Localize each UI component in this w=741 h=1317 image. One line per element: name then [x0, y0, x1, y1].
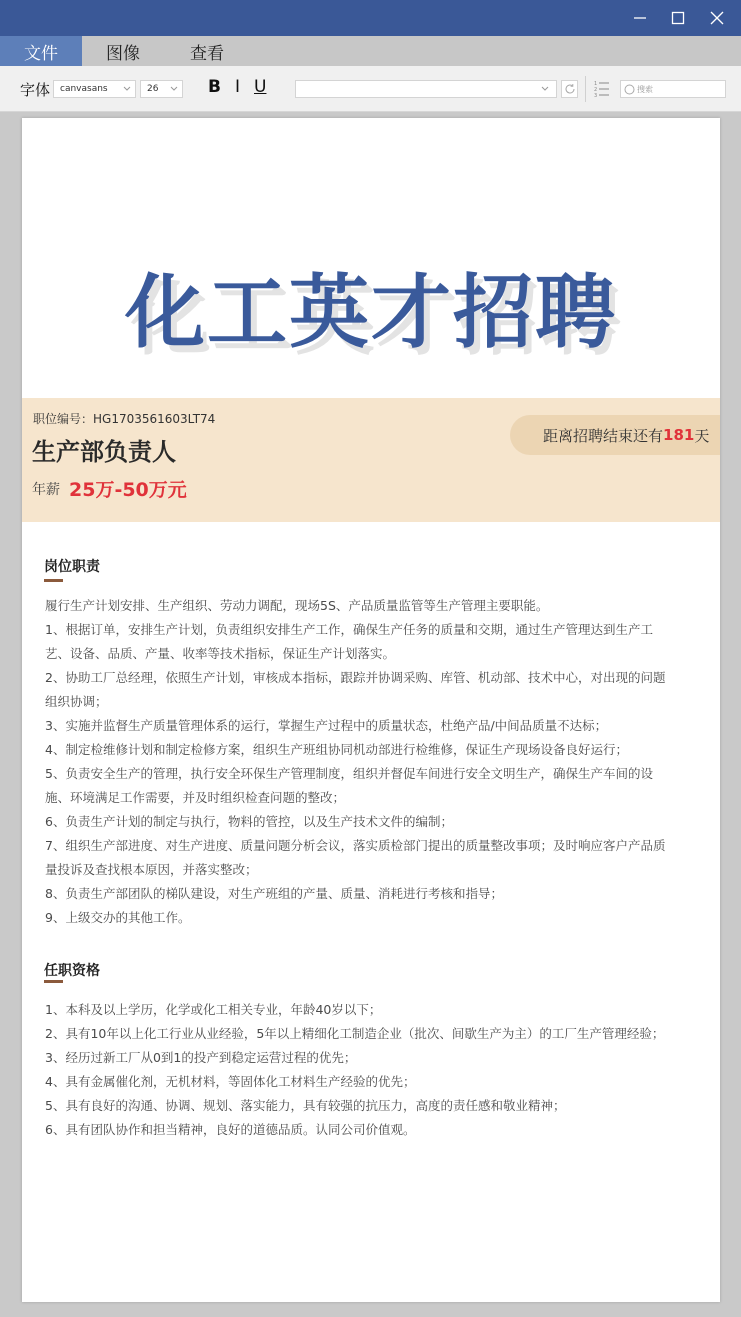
job-summary-band [22, 398, 720, 522]
salary-label: 年薪 [32, 482, 60, 498]
menu-image[interactable]: 图像 [106, 43, 140, 64]
duties-line: 施、环境满足工作需要，并及时组织检查问题的整改； [45, 790, 346, 805]
duties-line: 1、根据订单，安排生产计划，负责组织安排生产工作，确保生产任务的质量和交期，通过生产管理达到生产工 [45, 622, 653, 637]
close-button[interactable] [697, 0, 737, 36]
svg-text:2: 2 [594, 87, 598, 93]
toolbar-divider [585, 76, 586, 102]
headline: 化工英才招聘 [125, 266, 617, 359]
duties-line: 4、制定检维修计划和制定检修方案，组织生产班组协同机动部进行检维修，保证生产现场设备良好运行； [45, 742, 628, 757]
chevron-down-icon [540, 84, 550, 94]
duties-line: 8、负责生产部团队的梯队建设，对生产班组的产量、质量、消耗进行考核和指导； [45, 886, 503, 901]
requirements-line: 4、具有金属催化剂，无机材料，等固体化工材料生产经验的优先； [45, 1074, 416, 1089]
font-family-select[interactable] [53, 80, 136, 98]
close-icon [710, 11, 724, 25]
salary-value: 25万-50万元 [69, 479, 187, 501]
duties-line: 履行生产计划安排、生产组织、劳动力调配，现场5S、产品质量监管等生产管理主要职能。 [45, 598, 549, 613]
list-icon[interactable] [593, 79, 611, 99]
duties-line: 5、负责安全生产的管理，执行安全环保生产管理制度，组织并督促车间进行安全文明生产，确保生产车间的设 [45, 766, 653, 781]
search-placeholder: 搜索 [637, 84, 653, 94]
font-size-select[interactable] [140, 80, 183, 98]
title-bar [0, 0, 741, 36]
format-toolbar [0, 66, 741, 112]
font-family-value: canvasans [60, 84, 108, 94]
duties-line: 艺、设备、品质、产量、收率等技术指标，保证生产计划落实。 [45, 646, 396, 661]
bold-button[interactable]: B [208, 77, 221, 97]
svg-text:3: 3 [594, 93, 598, 99]
requirements-line: 5、具有良好的沟通、协调、规划、落实能力，具有较强的抗压力，高度的责任感和敬业精神； [45, 1098, 566, 1113]
duties-line: 9、上级交办的其他工作。 [45, 910, 191, 925]
duties-line: 6、负责生产计划的制定与执行，物料的管控，以及生产技术文件的编制； [45, 814, 453, 829]
countdown-prefix: 距离招聘结束还有 [543, 426, 664, 445]
minimize-button[interactable] [620, 0, 660, 36]
job-title: 生产部负责人 [32, 438, 176, 466]
requirements-heading-underline [44, 980, 63, 983]
refresh-icon [564, 83, 576, 95]
minimize-icon [633, 11, 647, 25]
duties-line: 7、组织生产部进度、对生产进度、质量问题分析会议，落实质检部门提出的质量整改事项；及时响应客户产品质 [45, 838, 666, 853]
menu-view[interactable]: 查看 [190, 43, 224, 64]
duties-heading-underline [44, 579, 63, 582]
font-size-value: 26 [147, 84, 159, 94]
requirements-line: 2、具有10年以上化工行业从业经验，5年以上精细化工制造企业（批次、间歇生产为主）的工厂生产管理经验； [45, 1026, 665, 1041]
duties-line: 组织协调； [45, 694, 108, 709]
requirements-heading: 任职资格 [44, 963, 100, 979]
requirements-line: 3、经历过新工厂从0到1的投产到稳定运营过程的优先； [45, 1050, 357, 1065]
style-select[interactable] [295, 80, 557, 98]
duties-heading: 岗位职责 [44, 559, 100, 575]
chevron-down-icon [122, 84, 132, 94]
underline-button[interactable]: U [254, 77, 267, 97]
document-page [22, 118, 720, 1302]
menu-file[interactable]: 文件 [0, 36, 82, 66]
search-icon [624, 84, 635, 95]
job-code: 职位编号：HG1703561603LT74 [33, 412, 216, 426]
chevron-down-icon [169, 84, 179, 94]
countdown-badge [510, 415, 720, 455]
refresh-button[interactable] [561, 80, 578, 98]
italic-button[interactable]: I [235, 77, 241, 97]
requirements-line: 1、本科及以上学历，化学或化工相关专业，年龄40岁以下； [45, 1002, 382, 1017]
duties-line: 2、协助工厂总经理，依照生产计划，审核成本指标，跟踪并协调采购、库管、机动部、技术中心，对出现的问题 [45, 670, 666, 685]
maximize-icon [671, 11, 685, 25]
maximize-button[interactable] [658, 0, 698, 36]
font-label: 字体 [20, 81, 51, 99]
requirements-list [45, 998, 685, 1142]
svg-text:1: 1 [594, 81, 598, 87]
menu-bar [0, 36, 741, 66]
duties-line: 量投诉及查找根本原因，并落实整改； [45, 862, 258, 877]
search-input[interactable] [620, 80, 726, 98]
requirements-line: 6、具有团队协作和担当精神，良好的道德品质。认同公司价值观。 [45, 1122, 416, 1137]
countdown-days: 181 [663, 426, 695, 444]
countdown-suffix: 天 [694, 426, 710, 445]
duties-list [45, 594, 685, 930]
duties-line: 3、实施并监督生产质量管理体系的运行，掌握生产过程中的质量状态，杜绝产品/中间品质量不达标； [45, 718, 608, 733]
